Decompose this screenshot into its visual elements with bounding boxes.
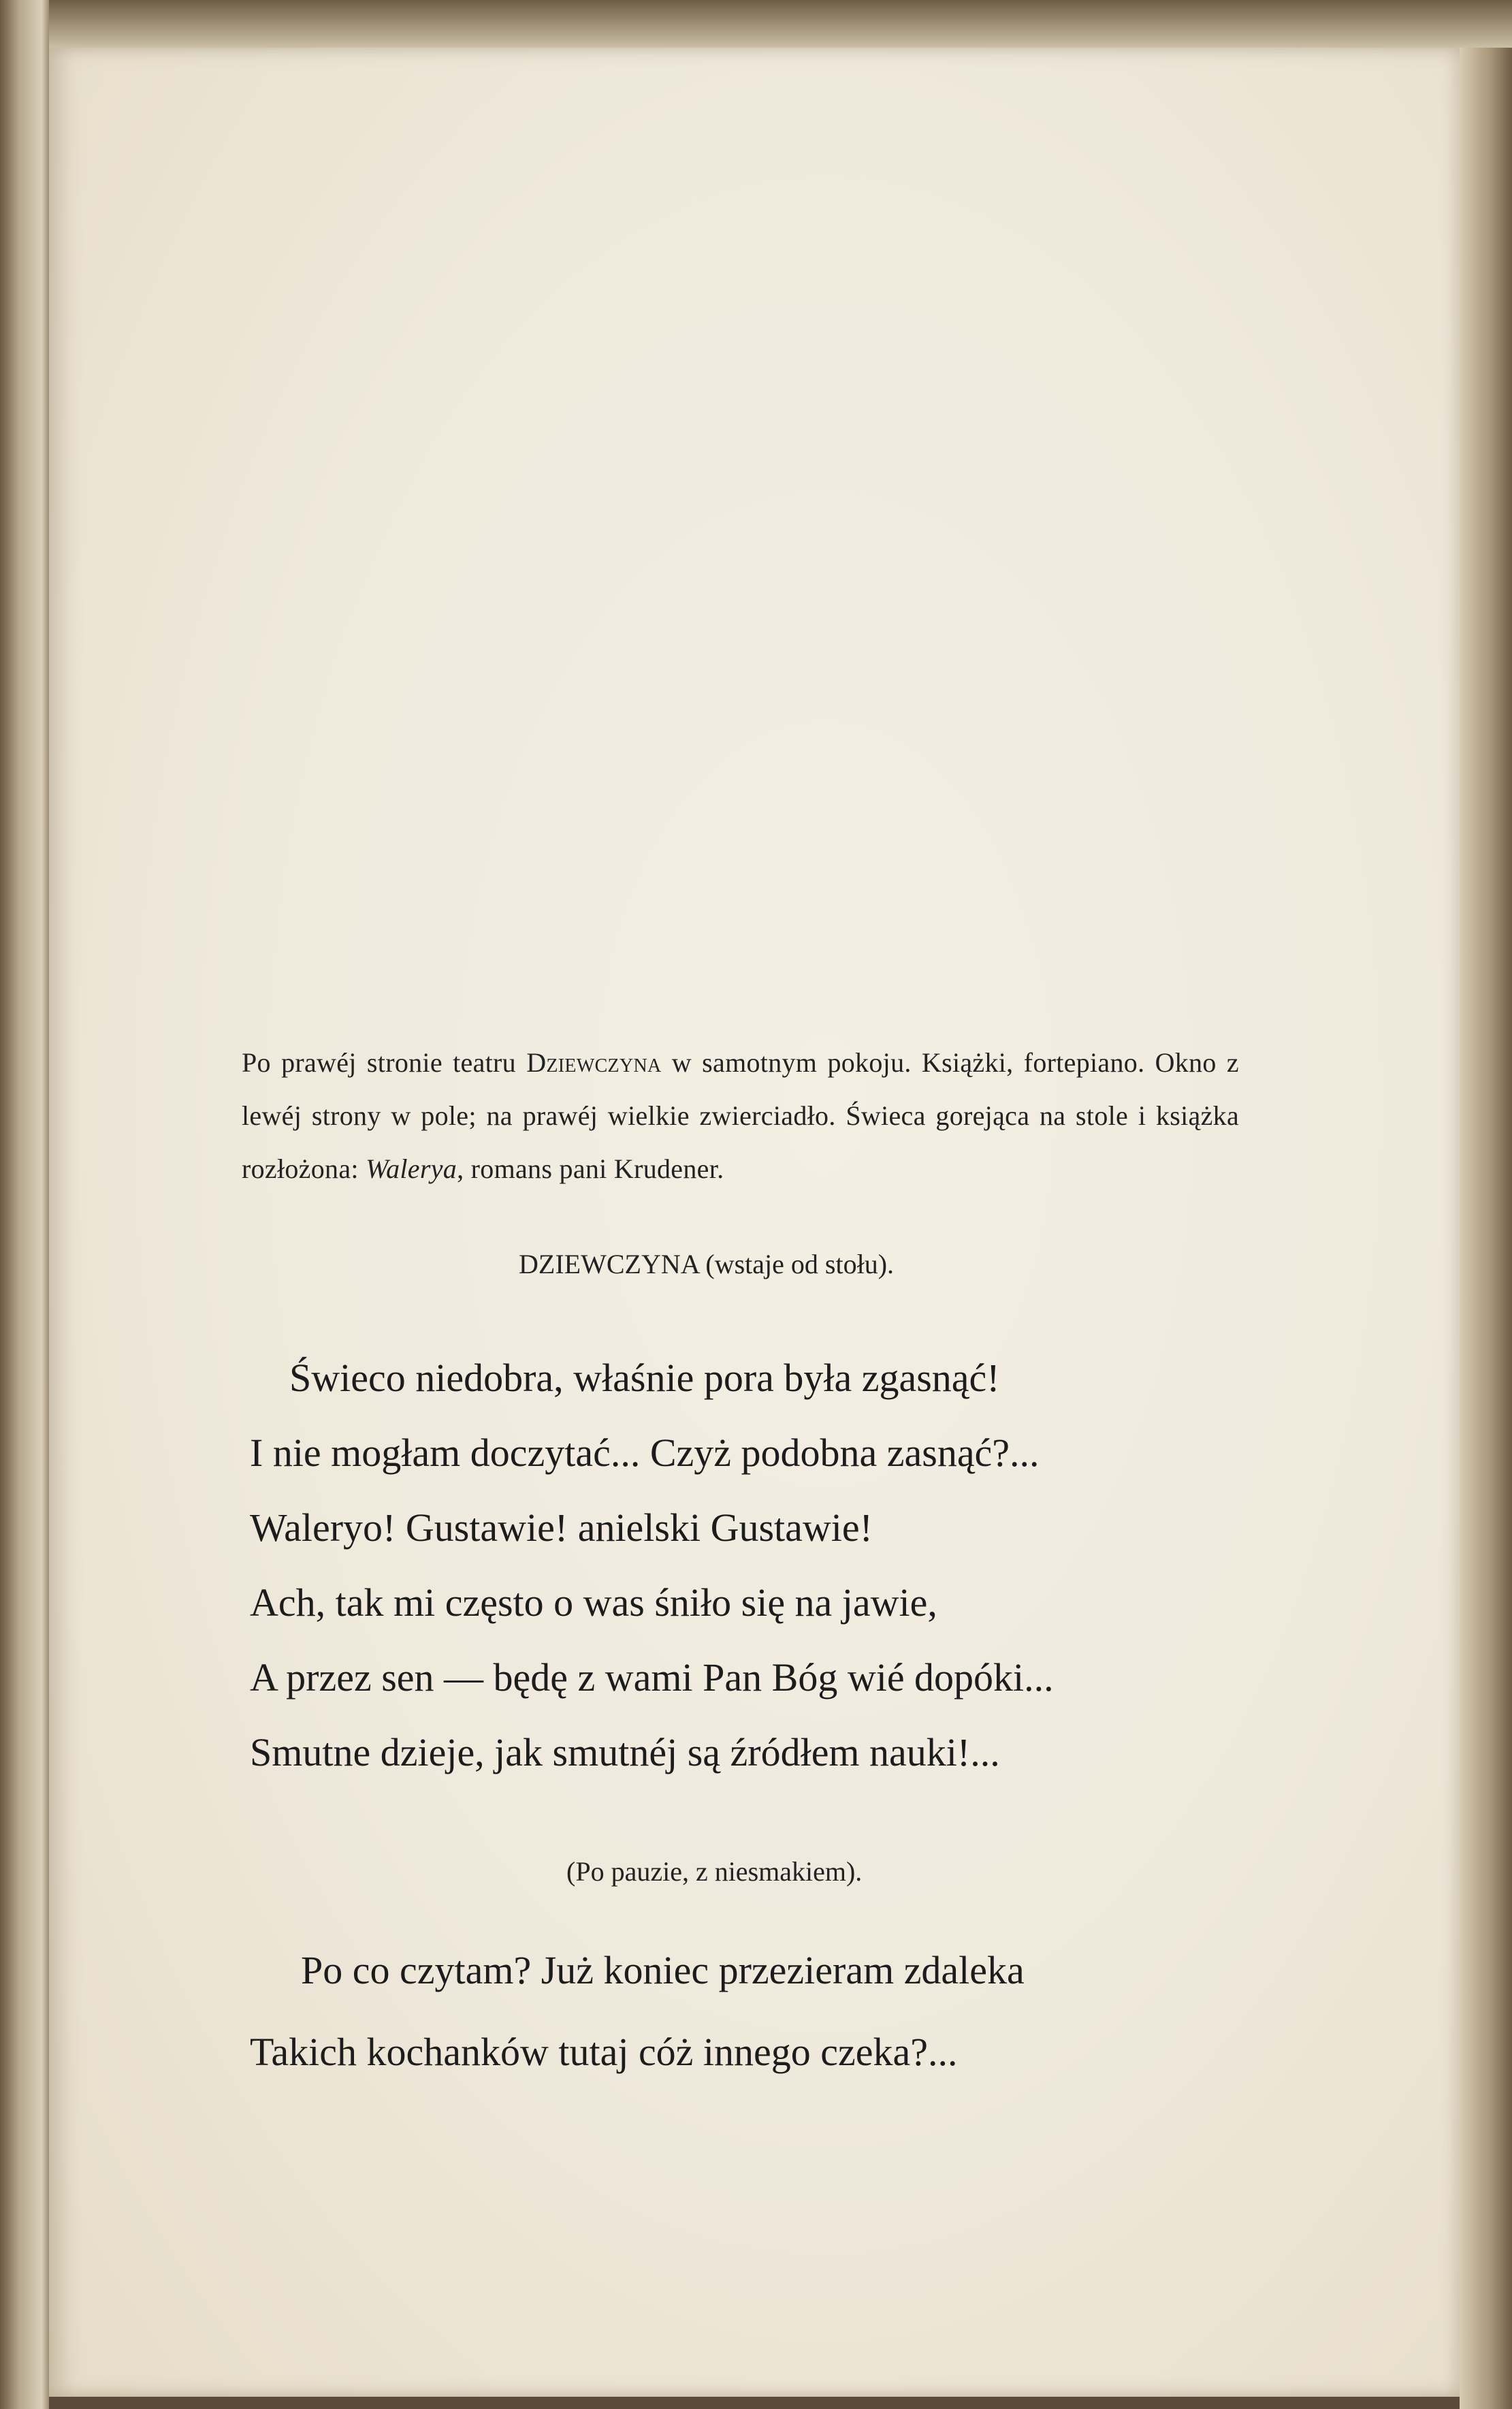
stage-direction-text: , romans pani Krudener.	[457, 1153, 724, 1184]
speaker-heading	[519, 1248, 894, 1280]
page-top-edge	[49, 0, 1512, 48]
stage-direction-text: Po prawéj stronie teatru	[242, 1047, 516, 1078]
facing-page-edge	[0, 0, 49, 2409]
speaker-name: DZIEWCZYNA	[519, 1249, 699, 1279]
pause-direction: (Po pauzie, z niesmakiem).	[566, 1856, 863, 1887]
book-title: Walerya	[366, 1153, 457, 1184]
speaker-note: (wstaje od stołu).	[705, 1249, 895, 1279]
verse-line: I nie mogłam doczytać... Czyż podobna zasnąć?...	[250, 1431, 1040, 1475]
stage-direction	[242, 1036, 1239, 1196]
verse-line: A przez sen — będę z wami Pan Bóg wié dopóki...	[250, 1655, 1054, 1700]
page-right-edge	[1460, 48, 1512, 2409]
verse-line: Świeco niedobra, właśnie pora była zgasnąć!	[289, 1356, 1000, 1400]
verse-line: Smutne dzieje, jak smutnéj są źródłem nauki!...	[250, 1730, 1000, 1774]
verse-line: Takich kochanków tutaj cóż innego czeka?...	[250, 2030, 958, 2074]
bleed-through-text	[1206, 347, 1431, 424]
stage-direction-text: w samotnym pokoju. Książki, fortepiano. Okno z lewéj strony w pole; na prawéj wielkie zwierciadło. Świeca gorejąca na stole i książka rozłożona:	[242, 1047, 1239, 1184]
verse-line: Ach, tak mi często o was śniło się na jawie,	[250, 1580, 937, 1625]
verse-line: Waleryo! Gustawie! anielski Gustawie!	[250, 1505, 873, 1550]
stage-direction-speaker: Dziewczyna	[526, 1047, 662, 1078]
verse-line: Po co czytam? Już koniec przezieram zdaleka	[301, 1948, 1025, 1992]
